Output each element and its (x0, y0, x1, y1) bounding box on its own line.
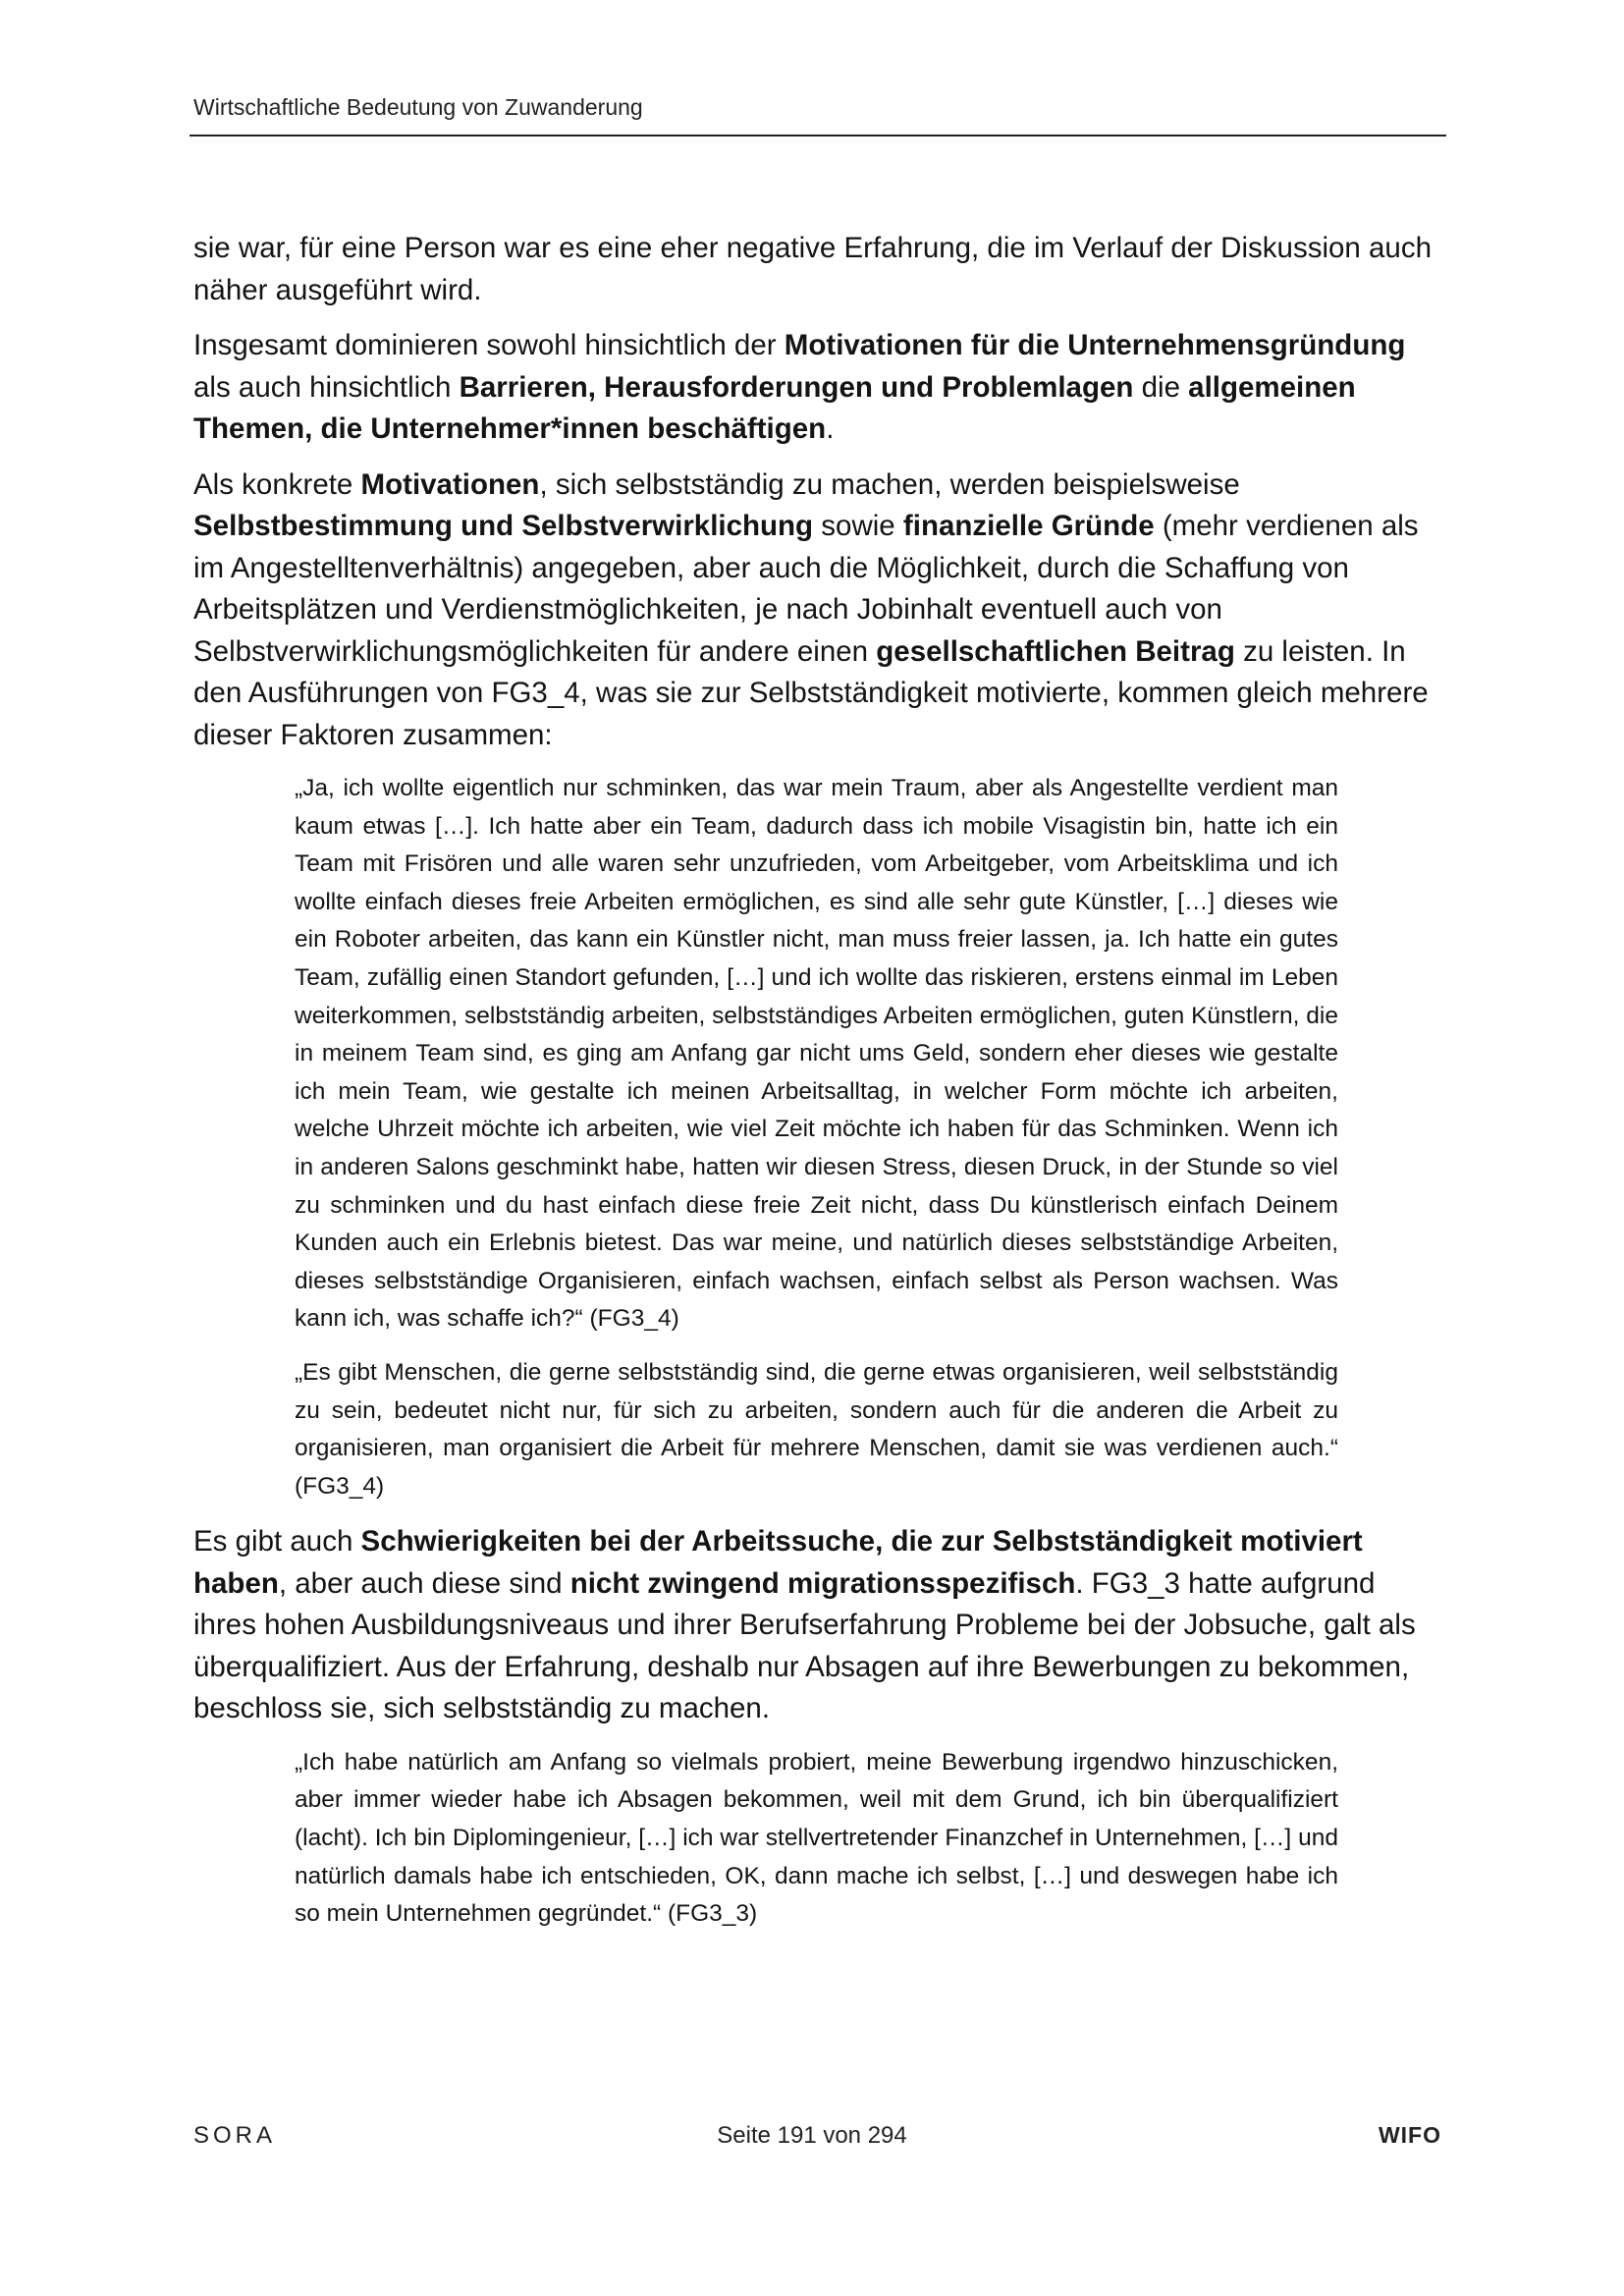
quote-text: „Ja, ich wollte eigentlich nur schminken, das war mein Traum, aber als Angestellte verdient man kaum etwas […]. Ich hatte aber ein Team, dadurch dass ich mobile Visagistin bin, hatte ich ein Team mit Frisören und alle waren sehr unzufrieden, vom Arbeitgeber, vom Arbeitsklima und ich wollte einfach dieses freie Arbeiten ermöglichen, es sind alle sehr gute Künstler, […] dieses wie ein Roboter arbeiten, das kann ein Künstler nicht, man muss freier lassen, ja. Ich hatte ein gutes Team, zufällig einen Standort gefunden, […] und ich wollte das riskieren, erstens einmal im Leben weiterkommen, selbstständig arbeiten, selbstständiges Arbeiten ermöglichen, guten Künstlern, die in meinem Team sind, es ging am Anfang gar nicht ums Geld, sondern eher dieses wie gestalte ich mein Team, wie gestalte ich meinen Arbeitsalltag, in welcher Form möchte ich arbeiten, welche Uhrzeit möchte ich arbeiten, wie viel Zeit möchte ich haben für das Schminken. Wenn ich in anderen Salons geschminkt habe, hatten wir diesen Stress, diesen Druck, in der Stunde so viel zu schminken und du hast einfach diese freie Zeit nicht, dass Du künstlerisch einfach Deinem Kunden auch ein Erlebnis bietest. Das war meine, und natürlich dieses selbstständige Arbeiten, dieses selbstständige Organisieren, einfach wachsen, einfach selbst als Person wachsen. Was kann ich, was schaffe ich?“ (FG3_4) (295, 775, 1338, 1333)
bold-run: Motivationen (360, 467, 540, 501)
bold-run: Selbstbestimmung und Selbstverwirklichung (193, 510, 814, 542)
footer-sora-label: SORA (193, 2122, 277, 2149)
text-run: . (826, 412, 835, 445)
bold-run: allgemeinen Themen, die Unternehmer*innen beschäftigen (193, 370, 1356, 445)
text-run: . FG3_3 hatte aufgrund ihres hohen Ausbildungsniveaus und ihrer Berufserfahrung Probleme bei der Jobsuche, galt als überqualifiziert. Aus der Erfahrung, deshalb nur Absagen auf ihre Bewerbungen zu bekommen, beschloss sie, sich selbstständig zu machen. (193, 1566, 1416, 1725)
quote-text: „Ich habe natürlich am Anfang so vielmals probiert, meine Bewerbung irgendwo hinzuschicken, aber immer wieder habe ich Absagen bekommen, weil mit dem Grund, ich bin überqualifiziert (lacht). Ich bin Diplomingenieur, […] ich war stellvertretender Finanzchef in Unternehmen, […] und natürlich damals habe ich entschieden, OK, dann mache ich selbst, […] und deswegen habe ich so mein Unternehmen gegründet.“ (FG3_3) (295, 1748, 1338, 1928)
text-run: Insgesamt dominieren sowohl hinsichtlich der (193, 329, 785, 361)
paragraph-4 (193, 1521, 1438, 1730)
text-run: sowie (813, 510, 903, 542)
paragraph-3 (193, 465, 1438, 757)
paragraph-2 (193, 325, 1438, 451)
bold-run: Schwierigkeiten bei der Arbeitssuche, die zur Selbstständigkeit motiviert haben (193, 1525, 1363, 1600)
text-run: (mehr verdienen als im Angestelltenverhältnis) angegeben, aber auch die Möglichkeit, durch die Schaffung von Arbeitsplätzen und Verdienstmöglichkeiten, je nach Jobinhalt eventuell auch von Selbstverwirklichungsmöglichkeiten für andere einen (193, 510, 1419, 668)
text-run: zu leisten. In den Ausführungen von FG3_4, was sie zur Selbstständigkeit motivierte, kommen gleich mehrere dieser Faktoren zusammen: (193, 634, 1429, 751)
text-run: die (1133, 370, 1189, 404)
bold-run: Barrieren, Herausforderungen und Problemlagen (459, 370, 1134, 404)
bold-run: gesellschaftlichen Beitrag (876, 634, 1235, 668)
text-run: , aber auch diese sind (278, 1566, 570, 1600)
bold-run: Motivationen für die Unternehmensgründung (784, 329, 1406, 361)
text-run: Es gibt auch (193, 1525, 361, 1558)
running-header-title: Wirtschaftliche Bedeutung von Zuwanderung (193, 94, 643, 120)
block-quote-2 (295, 1354, 1338, 1505)
quote-text: „Es gibt Menschen, die gerne selbstständig sind, die gerne etwas organisieren, weil selbstständig zu sein, bedeutet nicht nur, für sich zu arbeiten, sondern auch für die anderen die Arbeit zu organisieren, man organisiert die Arbeit für mehrere Menschen, damit sie was verdienen auch.“ (FG3_4) (295, 1358, 1338, 1500)
bold-run: finanzielle Gründe (902, 510, 1155, 542)
page-number: Seite 191 von 294 (717, 2122, 907, 2149)
paragraph-1: sie war, für eine Person war es eine eher negative Erfahrung, die im Verlauf der Diskussion auch näher ausgeführt wird. (193, 232, 1432, 306)
block-quote-3 (295, 1744, 1338, 1934)
text-run: Als konkrete (193, 467, 361, 501)
body-text (193, 228, 1438, 1949)
footer-wifo-logo: WIFO (1378, 2122, 1441, 2148)
block-quote-1 (295, 770, 1338, 1339)
header-rule (189, 135, 1446, 137)
text-run: , sich selbstständig zu machen, werden beispielsweise (539, 467, 1240, 501)
bold-run: nicht zwingend migrationsspezifisch (569, 1566, 1076, 1600)
text-run: als auch hinsichtlich (193, 370, 460, 404)
